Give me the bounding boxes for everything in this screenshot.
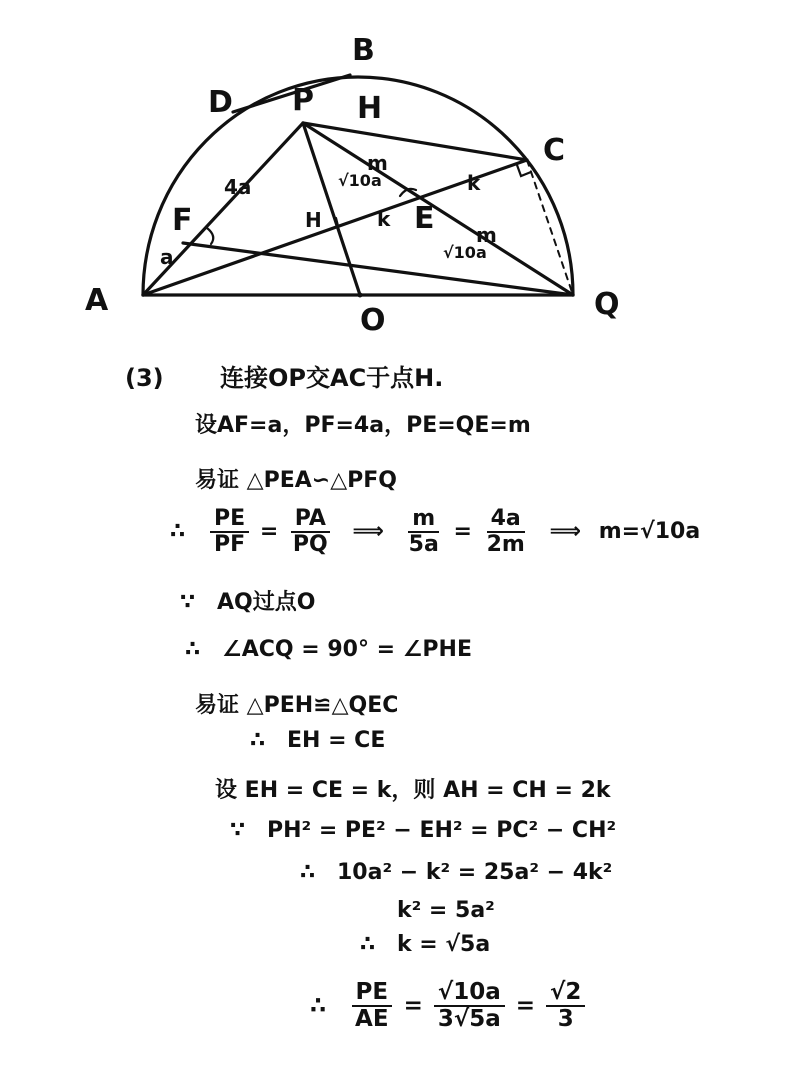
label-P: P <box>292 83 314 118</box>
segment-label-m2: m <box>476 223 497 247</box>
solution-line-9: 设 EH = CE = k，则 AH = CH = 2k <box>215 778 611 803</box>
segment-label-k1: k <box>467 171 481 195</box>
point-O-dot <box>358 293 363 298</box>
therefore-symbol: ∴ <box>170 519 186 545</box>
segment-PC <box>303 123 527 160</box>
label-H-top: H <box>357 91 383 126</box>
fraction-m-5a: $\frac{m}{5a}$ <box>408 506 439 558</box>
because-symbol: ∵ <box>180 590 196 615</box>
therefore-symbol: ∴ <box>250 728 266 753</box>
equals-sign: = <box>453 519 472 545</box>
result-m: m=√10a <box>598 519 701 545</box>
fraction-PA-PQ: $\frac{PA}{PQ}$ <box>289 507 332 557</box>
fraction-PE-AE: $\frac{PE}{AE}$ <box>351 980 393 1033</box>
step-text: EH = CE <box>286 728 386 753</box>
equals-sign: = <box>515 992 536 1019</box>
therefore-symbol: ∴ <box>310 992 327 1019</box>
solution-line-10 <box>230 818 616 843</box>
therefore-symbol: ∴ <box>360 932 376 957</box>
label-O: O <box>360 303 386 338</box>
segment-label-QE: √10a <box>443 243 487 262</box>
solution-line-6 <box>185 637 472 662</box>
segment-label-AF: a <box>160 245 174 269</box>
solution-line-11 <box>300 860 612 885</box>
because-symbol: ∵ <box>230 818 246 843</box>
step-text: 10a² − k² = 25a² − 4k² <box>336 860 613 885</box>
solution-line-13 <box>360 932 490 957</box>
solution-line-3: 易证 △PEA∽△PFQ <box>195 468 397 493</box>
segment-AP <box>143 123 303 295</box>
segment-PQ <box>303 123 573 295</box>
segment-label-k2: k <box>377 207 391 231</box>
fraction-root10a-3root5a: $\frac{√10a}{3√5a}$ <box>434 980 505 1033</box>
therefore-symbol: ∴ <box>300 860 316 885</box>
therefore-symbol: ∴ <box>185 637 201 662</box>
label-F: F <box>172 203 193 238</box>
solution-line-5 <box>180 585 315 616</box>
solution-line-4 <box>170 507 700 557</box>
label-E: E <box>414 201 435 236</box>
geometry-figure <box>0 0 810 345</box>
equals-sign: = <box>403 992 423 1019</box>
implies-arrow: ⟹ <box>352 519 384 545</box>
label-H-mid: H <box>305 208 322 232</box>
label-D: D <box>208 85 233 120</box>
part-number: (3) <box>125 364 164 392</box>
equals-sign: = <box>259 519 279 545</box>
segment-label-PE: √10a <box>338 171 382 190</box>
step-text: ∠ACQ = 90° = ∠PHE <box>221 637 472 662</box>
solution-line-2: 设AF=a，PF=4a，PE=QE=m <box>195 413 531 438</box>
segment-label-m1: m <box>367 151 388 175</box>
fraction-root2-3: $\frac{√2}{3}$ <box>546 980 585 1033</box>
segment-label-PF: 4a <box>224 175 252 199</box>
solution-line-1 <box>125 358 443 393</box>
solution-line-7: 易证 △PEH≌△QEC <box>195 693 399 718</box>
step-text: PH² = PE² − EH² = PC² − CH² <box>266 818 617 843</box>
solution-line-14 <box>310 980 588 1033</box>
step-connect-OP: 连接OP交AC于点H. <box>220 364 444 392</box>
label-Q: Q <box>594 287 620 322</box>
label-B: B <box>352 33 375 68</box>
angle-arc-F <box>207 228 213 244</box>
label-A: A <box>85 283 109 318</box>
step-text: AQ过点O <box>216 590 316 615</box>
solution-line-8 <box>250 728 385 753</box>
solution-line-12: k² = 5a² <box>397 898 495 923</box>
fraction-4a-2m: $\frac{4a}{2m}$ <box>486 506 525 558</box>
label-C: C <box>543 133 566 168</box>
step-text: k = √5a <box>396 932 491 957</box>
fraction-PE-PF: $\frac{PE}{PF}$ <box>210 507 249 557</box>
segment-CQ-dashed <box>527 160 573 295</box>
implies-arrow: ⟹ <box>549 519 582 545</box>
segment-FQ <box>183 243 573 295</box>
